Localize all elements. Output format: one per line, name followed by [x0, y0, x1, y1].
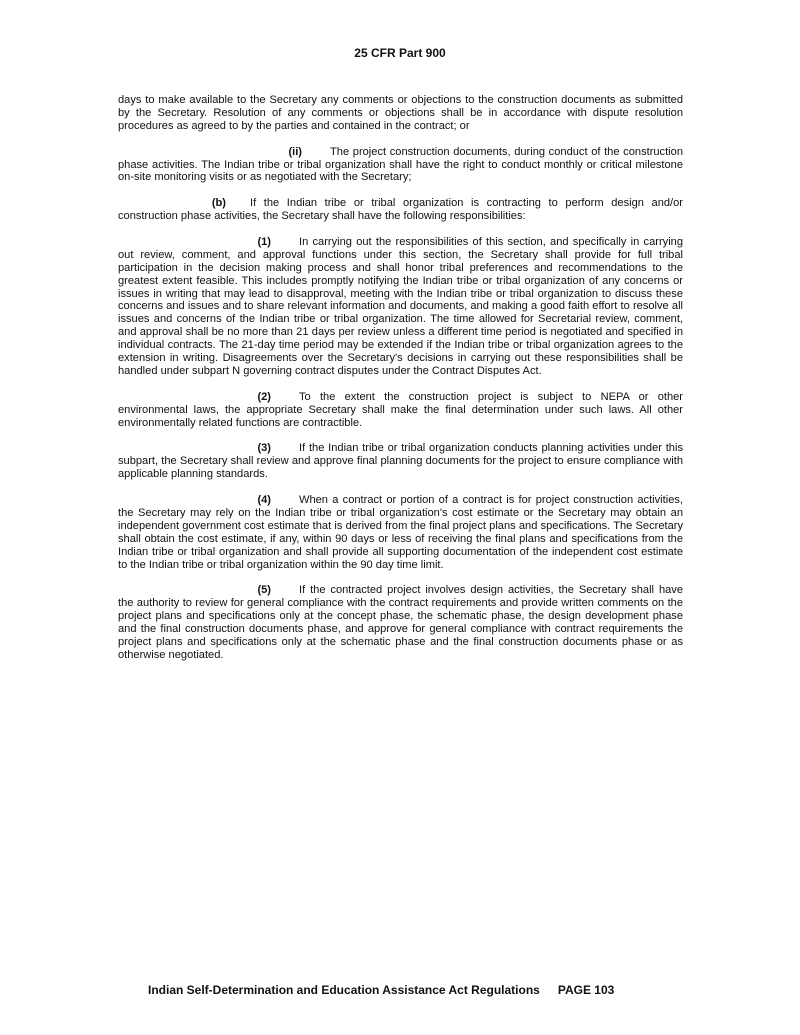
paragraph-number: (b)	[211, 197, 226, 210]
paragraph-number: (5)	[257, 584, 271, 597]
paragraph-number: (ii)	[288, 145, 302, 158]
footer-title: Indian Self-Determination and Education Assistance Act Regulations	[148, 983, 540, 997]
paragraph-text: When a contract or portion of a contract is for project construction activities, the Secretary may rely on the Indian tribe or tribal organization's cost estimate or the Secretary may obtain an independent government cost estimate that is derived from the final project plans and specifications. The Secretary shall obtain the cost estimate, if any, within 90 days or less of receiving the final plans and specifications from the Indian tribe or tribal organization and shall provide all supporting documentation of the independent cost estimate to the Indian tribe or tribal organization within the 90 day time limit.	[118, 494, 683, 571]
paragraph-text: If the Indian tribe or tribal organization conducts planning activities under this subpart, the Secretary shall review and approve final planning documents for the project to ensure compliance with applicable planning standards.	[118, 442, 683, 481]
paragraph-text: To the extent the construction project is subject to NEPA or other environmental laws, the appropriate Secretary shall make the final determination under such laws. All other environmentally related functions are contractible.	[118, 390, 683, 429]
page-footer	[148, 983, 614, 997]
paragraph-ii	[118, 146, 683, 185]
paragraph-number: (3)	[257, 442, 271, 455]
paragraph-number: (1)	[257, 235, 271, 248]
paragraph-text: If the Indian tribe or tribal organization is contracting to perform design and/or construction phase activities, the Secretary shall have the following responsibilities:	[118, 197, 683, 223]
page-number: PAGE 103	[557, 983, 615, 997]
paragraph-continuation: days to make available to the Secretary any comments or objections to the construction documents as submitted by the Secretary. Resolution of any comments or objections shall be in accordance with dispute resolution procedures as agreed to by the parties and contained in the contract; or	[118, 94, 683, 132]
paragraph-text: The project construction documents, during conduct of the construction phase activities. The Indian tribe or tribal organization shall have the right to conduct monthly or critical milestone on-site monitoring visits or as negotiated with the Secretary;	[118, 145, 683, 184]
paragraph-3	[118, 442, 683, 481]
paragraph-5	[118, 584, 683, 661]
paragraph-text: If the contracted project involves design activities, the Secretary shall have the authority to review for general compliance with the contract requirements and provide written comments on the project plans and specifications only at the concept phase, the schematic phase, the design development phase and the final construction documents phase, and approve for general compliance with contract requirements the project plans and specifications only at the schematic phase and the final construction documents phase or as otherwise negotiated.	[118, 584, 683, 661]
paragraph-1	[118, 236, 683, 378]
paragraph-4	[118, 494, 683, 571]
paragraph-b	[118, 197, 683, 223]
page-header-title: 25 CFR Part 900	[354, 46, 446, 60]
paragraph-2	[118, 391, 683, 430]
document-body	[118, 94, 683, 675]
paragraph-number: (2)	[257, 390, 271, 403]
paragraph-number: (4)	[257, 494, 271, 506]
paragraph-text: In carrying out the responsibilities of this section, and specifically in carrying out review, comment, and approval functions under this section, the Secretary shall provide for full tribal participation in the decision making process and shall honor tribal preferences and recommendations to the greatest extent feasible. This includes promptly notifying the Indian tribe or tribal organization of any concerns or issues in writing that may lead to disapproval, meeting with the Indian tribe or tribal organization to discuss these concerns and issues and to share relevant information and documents, and making a good faith effort to resolve all issues and concerns of the Indian tribe or tribal organization. The time allowed for Secretarial review, comment, and approval shall be no more than 21 days per review unless a different time period is negotiated and specified in individual contracts. The 21-day time period may be extended if the Indian tribe or tribal organization agrees to the extension in writing. Disagreements over the Secretary's decisions in carrying out these responsibilities shall be handled under subpart N governing contract disputes under the Contract Disputes Act.	[118, 235, 683, 377]
